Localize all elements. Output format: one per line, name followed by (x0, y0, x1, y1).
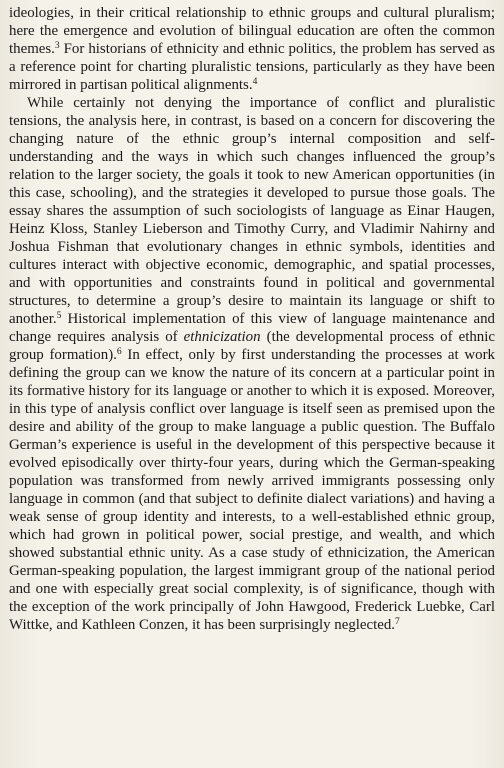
paragraph-2-text-d: In effect, only by first understanding the processes at work defining the group can we know the nature of its concern at a particular point in its formative history for its language or another to which it is exposed. Moreover, in this type of analysis conflict over language is itself seen as premised upon the desire and ability of the group to make language a public question. The Buffalo German’s experience is useful in the development of this perspective because it evolved episodically over thirty-four years, during which the German-speaking population was transformed from newly arrived immigrants possessing only language in common (and that subject to definite dialect variations) and having a weak sense of group identity and interests, to a well-established ethnic group, which had grown in political power, social prestige, and wealth, and which showed substantial ethnic unity. As a case study of ethnicization, the American German-speaking population, the largest immigrant group of the national period and one with especially great social complexity, is of significance, though with the exception of the work principally of John Hawgood, Frederick Luebke, Carl Wittke, and Kathleen Conzen, it has been surprisingly neglected. (9, 347, 495, 633)
footnote-6: 6 (116, 347, 122, 357)
footnote-5: 5 (56, 311, 62, 321)
paragraph-1-text-b: For historians of ethnicity and ethnic politics, the problem has served as a reference point for charting pluralistic tensions, particularly as they have been mirrored in partisan political alignments. (9, 41, 495, 93)
footnote-4: 4 (252, 77, 258, 87)
paragraph-1-text-a: ideologies, in their critical relationship to ethnic groups and cultural pluralism; here the emergence and evolution of bilingual education are often the common themes. (9, 5, 495, 57)
emphasis-ethnicization: ethnicization (183, 329, 261, 345)
paragraph-2-text-c: (the developmental process of ethnic group formation). (9, 329, 495, 363)
footnote-3: 3 (54, 41, 60, 51)
paragraph-2 (9, 94, 495, 634)
paragraph-1 (9, 4, 495, 94)
paragraph-2-text-b: Historical implementation of this view of language maintenance and change requires analysis of (9, 311, 495, 345)
paragraph-2-text-a: While certainly not denying the importance of conflict and pluralistic tensions, the analysis here, in contrast, is based on a concern for discovering the changing nature of the ethnic group’s internal composition and self-understanding and the ways in which such changes influenced the group’s relation to the larger society, the goals it took to new American opportunities (in this case, schooling), and the strategies it developed to pursue those goals. The essay shares the assumption of such sociologists of language as Einar Haugen, Heinz Kloss, Stanley Lieberson and Timothy Curry, and Vladimir Nahirny and Joshua Fishman that evolutionary changes in ethnic symbols, identities and cultures interact with objective economic, demographic, and spatial processes, and with opportunities and constraints found in political and governmental structures, to determine a group’s desire to maintain its language or shift to another. (9, 95, 495, 327)
footnote-7: 7 (395, 617, 400, 627)
